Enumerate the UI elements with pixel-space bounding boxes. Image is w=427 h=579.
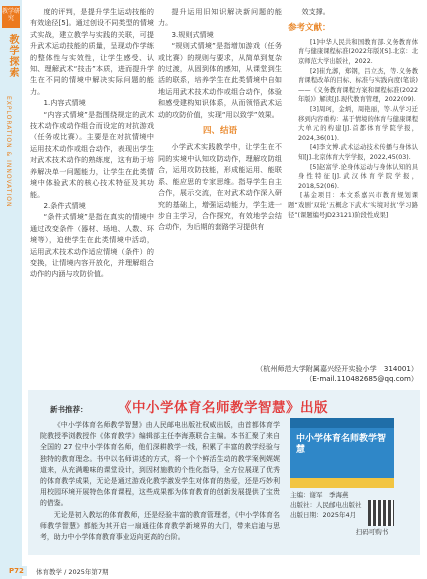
book-editor: 主编：谢军 季海燕 [290, 491, 349, 499]
cover-stripe [290, 418, 394, 428]
section-title: 教学探索 [7, 34, 18, 78]
promo-body [40, 420, 280, 543]
reference-item: [1]中华人民共和国教育部.义务教育体育与健康课程标准(2022年版)[S].北京：北京师范大学出版社，2022. [298, 38, 419, 65]
paragraph: 小学武术实践教学中，让学生在不同的实境中认知攻防动作，理解攻防组合，运用攻防技能，形成能运用、能联系、能应思的专家思维。指导学生自主合作，展示交流，在对武术动作深入研究的基础上，增强运动能力，学生进一步自主学习，合作探究，有效地学会结合动作，为后期的套路学习提供有 [158, 142, 282, 232]
paragraph: 提升运用旧知识解决新问题的能力。 [158, 7, 282, 28]
paragraph: 《中小学体育名师教学智慧》由人民邮电出版社权威出版，由首都体育学院教授季浏教授作《体育教学》编辑部主任李海燕联合主编。本书汇聚了来自全国的 27 位中小学体育名师，他们深耕教学一线，积累了丰富的教学经验与独特的教育理念。书中以名师讲述的方式，将一个个鲜活生动的教学案例娓娓道来，从充满趣味的课堂设计，到因材施教的个性化指导，全方位展现了优秀的体育教学成果，无论是通过游戏化教学激发学生对体育的热爱，还是巧妙利用校园环境开展特色体育课程，这些成果都为体育教育的创新发展提供了宝贵的借鉴。 [40, 421, 280, 508]
book-date: 出版日期：2025年4月 [290, 511, 357, 519]
section-subtitle: EXPLORATION & INNOVATION [5, 96, 12, 208]
book-info [290, 490, 362, 520]
cover-band [290, 478, 394, 488]
section-heading: 四、结语 [202, 126, 237, 137]
column-1 [30, 6, 154, 280]
sidebar [0, 0, 22, 579]
fund-note: [基金项目：本文系嘉兴市教育规划课题“戏剧‘双轮’五概念下武术‘实境对抗’学习路径”(课题编号JD23121)阶段性成果] [288, 192, 418, 219]
book-promo [28, 390, 420, 555]
paragraph: “内容式情境”是指围绕规定的武术技术动作或动作组合而设定的对抗游戏（任务或比赛）。主要是在对抗情境中运用技术动作或组合动作，表现出学生对武术技术动作的熟练度，这有助于培养解决单一问题能力，让学生在此类情境中体验武术的核心技术特征及其功能。 [30, 109, 154, 199]
paragraph: “条件式情境”是指在真实的情境中通过改变条件（器材、场地、人数、环境等），迫使学生在此类情境中活动，运用武术技术动作适应情境（条件）的变换，让情境内容开放化，并理解组合动作的内涵与攻防价值。 [30, 212, 154, 279]
page-footer [0, 563, 427, 579]
reference-item: [5]赵富学.论身体运动与身体认知的具身性特征[J].武汉体育学院学报，2018,52(06). [298, 163, 418, 190]
paragraph: 效支撑。 [301, 7, 330, 16]
section-badge: 教学研究 [2, 6, 20, 28]
paragraph: 度的评判，是提升学生运动技能的有效途径[5]。通过创设不同类型的情境式实战，建立教学与实践的关联，可提升武术运动技能的质量，呈现动作学练的整体性与实效性，让学生感受、认知、理解武术“技击”本质，进而提升学生在不同的情境中解决实际问题的能力。 [30, 7, 154, 96]
column-3 [288, 6, 418, 220]
reference-item: [3]周珂，金炳，周艳丽，等.从学习迁移到内容重构：基于情境的体育与健康课程大单元的构建[J].首都体育学院学报，2024,36(01). [298, 105, 418, 142]
promo-title: 《中小学体育名师教学智慧》出版 [118, 400, 328, 416]
author-affiliation [160, 364, 418, 384]
paragraph: “规则式情境”是指增加游戏（任务或比赛）的规则与要求，从简单到复杂的过渡，从固到体的感知，从课堂到生活的联系，培养学生在此类情境中自如地运用武术技术动作或组合动作，体验和感受建构知识体系，从而领悟武术运动的攻防价值，实现“用以致学”效果。 [158, 41, 282, 119]
book-cover-title: 中小学体育名师教学智慧 [296, 434, 387, 455]
book-publisher: 出版社：人民邮电出版社 [290, 501, 362, 509]
book-cover [290, 418, 394, 488]
subheading: 1.内容式情境 [43, 98, 86, 108]
page-number: P72 [6, 566, 27, 576]
column-2 [158, 6, 282, 233]
references-heading: 参考文献： [288, 23, 331, 34]
affiliation-line: （杭州师范大学附属嘉兴经开实验小学 314001） [256, 364, 418, 373]
email-line: （E-mail.110482685@qq.com） [305, 374, 418, 383]
reference-item: [4]李文博.武术运动技术传播与身体认知[J].北京体育大学学报，2022,45(03). [298, 144, 418, 161]
magazine-issue: 体育教学 / 2025年第7期 [36, 568, 109, 576]
promo-label: 新书推荐： [50, 405, 88, 414]
reference-item: [2]崔允漷，郑钢，吕立杰，等.义务教育课程改革的目标、标准与实践向度(笔谈)——《义务教育课程方案和课程标准(2022年版)》解读[J].现代教育管理，2022(09). [298, 67, 418, 104]
subheading: 2.条件式情境 [43, 200, 86, 210]
qr-code-icon[interactable] [368, 500, 394, 526]
qr-caption: 扫码可购书 [355, 528, 389, 536]
subheading: 3.规则式情境 [171, 29, 214, 39]
paragraph: 无论是初入教坛的体育教师，还是经验丰富的教育管理者，《中小学体育名师教学智慧》都能为其开启一扇通往体育教学新境界的大门，带来启迪与思考，助力中小学体育教育事业迈向更高的台阶。 [40, 510, 280, 542]
